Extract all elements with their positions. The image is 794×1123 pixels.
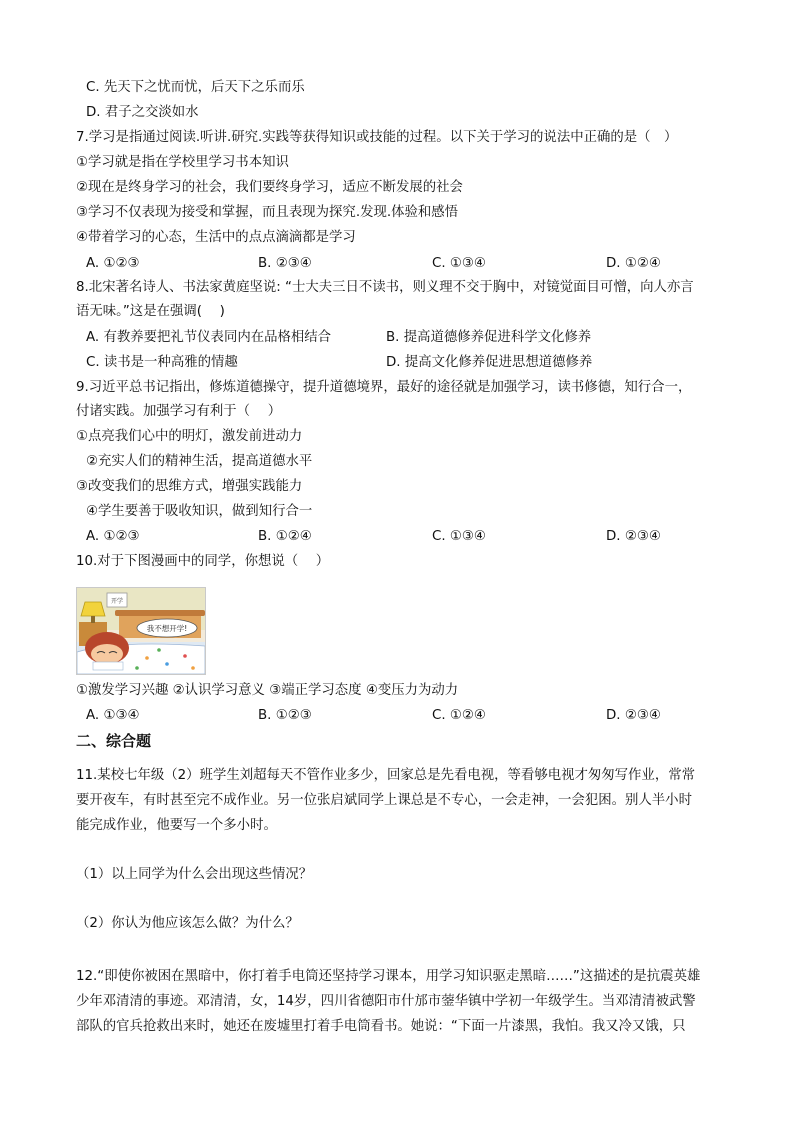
q9-option-c[interactable]: C. ①③④ <box>432 529 486 544</box>
q7-option-b[interactable]: B. ②③④ <box>258 256 312 271</box>
q8-option-a[interactable]: A. 有教养要把礼节仪表同内在品格相结合 <box>86 330 332 345</box>
q8-options-row-1 <box>86 327 706 349</box>
calendar-sign-text: 开学 <box>110 598 124 605</box>
speech-bubble-text: 我不想开学! <box>146 624 188 633</box>
q8-stem-line-1: 8.北宋著名诗人、书法家黄庭坚说: “士大夫三日不读书，则义理不交于胸中，对镜觉面目可憎，向人亦言 <box>76 280 694 295</box>
q11-line-1: 11.某校七年级（2）班学生刘超每天不管作业多少，回家总是先看电视，等看够电视才匆匆写作业，常常 <box>76 768 695 783</box>
q6-option-d: D. 君子之交淡如水 <box>86 105 199 120</box>
q7-option-d[interactable]: D. ①②④ <box>606 256 661 271</box>
q7-option-c[interactable]: C. ①③④ <box>432 256 486 271</box>
q7-item-3: ③学习不仅表现为接受和掌握，而且表现为探究.发现.体验和感悟 <box>76 205 459 220</box>
q9-stem-line-2: 付诸实践。加强学习有利于（ ） <box>76 404 282 419</box>
q12-line-3: 部队的官兵抢救出来时，她还在废墟里打着手电筒看书。她说：“下面一片漆黑，我怕。我又冷又饿，只 <box>76 1019 686 1034</box>
q9-item-4: ④学生要善于吸收知识，做到知行合一 <box>86 504 313 519</box>
q11-line-3: 能完成作业，他要写一个多小时。 <box>76 818 277 833</box>
comic-illustration <box>76 587 206 675</box>
q6-option-c: C. 先天下之忧而忧，后天下之乐而乐 <box>86 80 305 95</box>
q11-line-2: 要开夜车，有时甚至完不成作业。另一位张启斌同学上课总是不专心，一会走神，一会犯困。别人半小时 <box>76 793 692 808</box>
q9-option-b[interactable]: B. ①②④ <box>258 529 312 544</box>
q11-subquestion-1: （1）以上同学为什么会出现这些情况？ <box>76 867 313 882</box>
q9-stem-line-1: 9.习近平总书记指出，修炼道德操守，提升道德境界，最好的途径就是加强学习，读书修德，知行合一， <box>76 380 692 395</box>
q7-options <box>86 253 706 275</box>
lamp-shade-shape <box>81 602 105 616</box>
q10-options <box>86 705 706 727</box>
q7-stem: 7.学习是指通过阅读.听讲.研究.实践等获得知识或技能的过程。以下关于学习的说法中正确的是（ ） <box>76 130 678 145</box>
q10-option-a[interactable]: A. ①③④ <box>86 708 140 723</box>
q7-item-2: ②现在是终身学习的社会，我们要终身学习，适应不断发展的社会 <box>76 180 463 195</box>
q10-option-c[interactable]: C. ①②④ <box>432 708 486 723</box>
q10-option-d[interactable]: D. ②③④ <box>606 708 661 723</box>
q9-option-d[interactable]: D. ②③④ <box>606 529 661 544</box>
comic-drawing <box>77 588 205 674</box>
q7-option-a[interactable]: A. ①②③ <box>86 256 140 271</box>
q8-option-d[interactable]: D. 提高文化修养促进思想道德修养 <box>386 355 593 370</box>
q7-item-1: ①学习就是指在学校里学习书本知识 <box>76 155 289 170</box>
section-heading: 二、综合题 <box>76 732 152 750</box>
q10-option-b[interactable]: B. ①②③ <box>258 708 312 723</box>
q10-stem: 10.对于下图漫画中的同学，你想说（ ） <box>76 554 330 569</box>
q12-line-2: 少年邓清清的事迹。邓清清，女，14岁，四川省德阳市什邡市蓥华镇中学初一年级学生。当邓清清被武警 <box>76 994 696 1009</box>
q11-subquestion-2: （2）你认为他应该怎么做？为什么？ <box>76 916 299 931</box>
q9-item-2: ②充实人们的精神生活，提高道德水平 <box>86 454 313 469</box>
q9-item-1: ①点亮我们心中的明灯，激发前进动力 <box>76 429 303 444</box>
q8-option-c[interactable]: C. 读书是一种高雅的情趣 <box>86 355 238 370</box>
q9-item-3: ③改变我们的思维方式，增强实践能力 <box>76 479 303 494</box>
q12-line-1: 12.“即使你被困在黑暗中，你打着手电筒还坚持学习课本，用学习知识驱走黑暗……”这描述的是抗震英雄 <box>76 969 701 984</box>
q9-option-a[interactable]: A. ①②③ <box>86 529 140 544</box>
q8-stem-line-2: 语无味。”这是在强调( ) <box>76 304 225 319</box>
q8-options-row-2 <box>86 352 706 374</box>
q10-items: ①激发学习兴趣 ②认识学习意义 ③端正学习态度 ④变压力为动力 <box>76 683 459 698</box>
q7-item-4: ④带着学习的心态，生活中的点点滴滴都是学习 <box>76 230 356 245</box>
q9-options <box>86 526 706 548</box>
q8-option-b[interactable]: B. 提高道德修养促进科学文化修养 <box>386 330 592 345</box>
